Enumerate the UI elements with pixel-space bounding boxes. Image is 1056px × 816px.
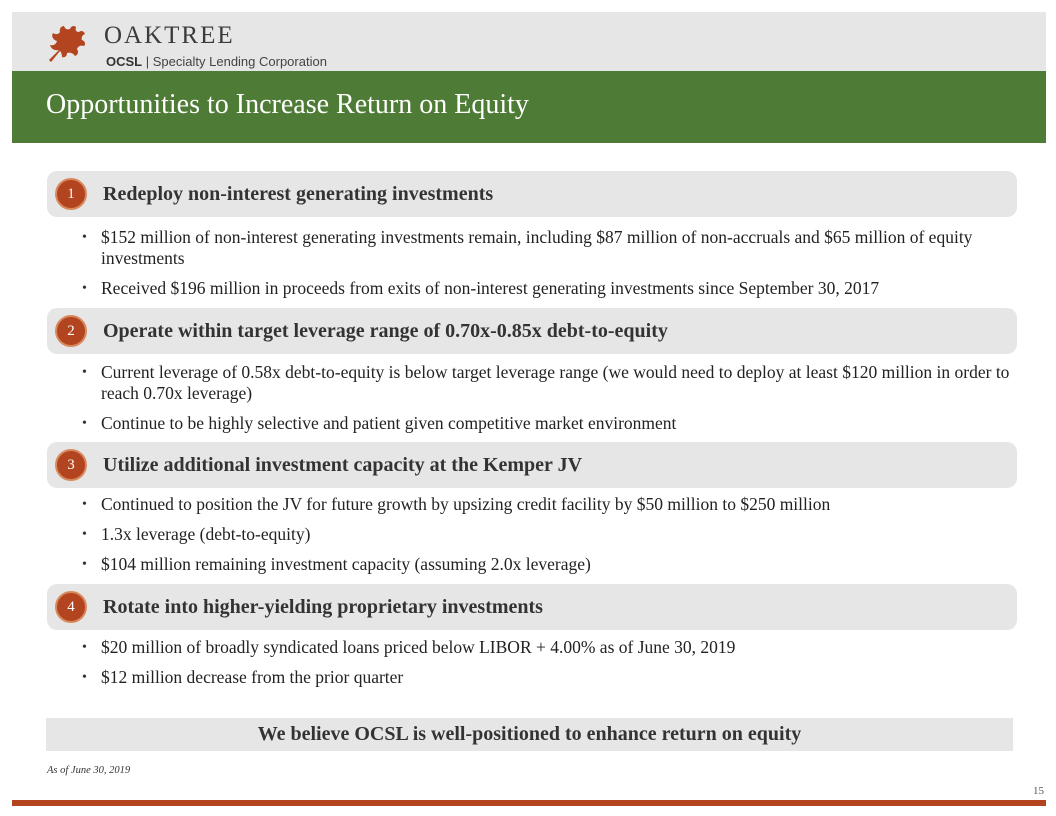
section-4-bullets bbox=[82, 637, 1012, 697]
section-header-3 bbox=[47, 442, 1017, 488]
section-number-badge: 1 bbox=[55, 178, 87, 210]
page-title: Opportunities to Increase Return on Equity bbox=[46, 89, 529, 120]
bullet-item: • $104 million remaining investment capacity (assuming 2.0x leverage) bbox=[82, 554, 1012, 575]
section-1-bullets bbox=[82, 227, 1012, 308]
footnote: As of June 30, 2019 bbox=[47, 765, 131, 776]
section-number-badge: 4 bbox=[55, 591, 87, 623]
section-title: Rotate into higher-yielding proprietary investments bbox=[103, 596, 543, 618]
oak-leaf-icon bbox=[45, 24, 87, 64]
section-3-bullets bbox=[82, 494, 1012, 584]
brand-name: OAKTREE bbox=[104, 22, 235, 49]
bullet-item: • Continue to be highly selective and patient given competitive market environment bbox=[82, 413, 1012, 434]
section-header-4 bbox=[47, 584, 1017, 630]
section-header-1 bbox=[47, 171, 1017, 217]
section-number-badge: 3 bbox=[55, 449, 87, 481]
section-title: Operate within target leverage range of 0.70x-0.85x debt-to-equity bbox=[103, 320, 668, 342]
header bbox=[12, 12, 1046, 71]
title-bar bbox=[12, 71, 1046, 143]
section-2-bullets bbox=[82, 362, 1012, 443]
conclusion-banner: We believe OCSL is well-positioned to enhance return on equity bbox=[46, 718, 1013, 751]
brand-separator: | bbox=[145, 54, 150, 69]
bullet-item: • $12 million decrease from the prior quarter bbox=[82, 667, 1012, 688]
bullet-item: • $152 million of non-interest generating investments remain, including $87 million of non-accruals and $65 million of equity investments bbox=[82, 227, 1012, 269]
section-title: Utilize additional investment capacity at the Kemper JV bbox=[103, 454, 583, 476]
section-header-2 bbox=[47, 308, 1017, 354]
section-number-badge: 2 bbox=[55, 315, 87, 347]
page-number: 15 bbox=[1033, 785, 1044, 797]
bullet-item: • Continued to position the JV for future growth by upsizing credit facility by $50 million to $250 million bbox=[82, 494, 1012, 515]
brand-ticker: OCSL bbox=[106, 54, 143, 69]
brand-subtitle bbox=[106, 55, 327, 68]
bullet-item: • Current leverage of 0.58x debt-to-equity is below target leverage range (we would need to deploy at least $120 million in order to reach 0.70x leverage) bbox=[82, 362, 1012, 404]
section-title: Redeploy non-interest generating investments bbox=[103, 183, 494, 205]
bullet-item: • 1.3x leverage (debt-to-equity) bbox=[82, 524, 1012, 545]
brand-company: Specialty Lending Corporation bbox=[152, 54, 327, 69]
bullet-item: • $20 million of broadly syndicated loans priced below LIBOR + 4.00% as of June 30, 2019 bbox=[82, 637, 1012, 658]
bullet-item: • Received $196 million in proceeds from exits of non-interest generating investments since September 30, 2017 bbox=[82, 278, 1012, 299]
bottom-rule bbox=[12, 800, 1046, 806]
